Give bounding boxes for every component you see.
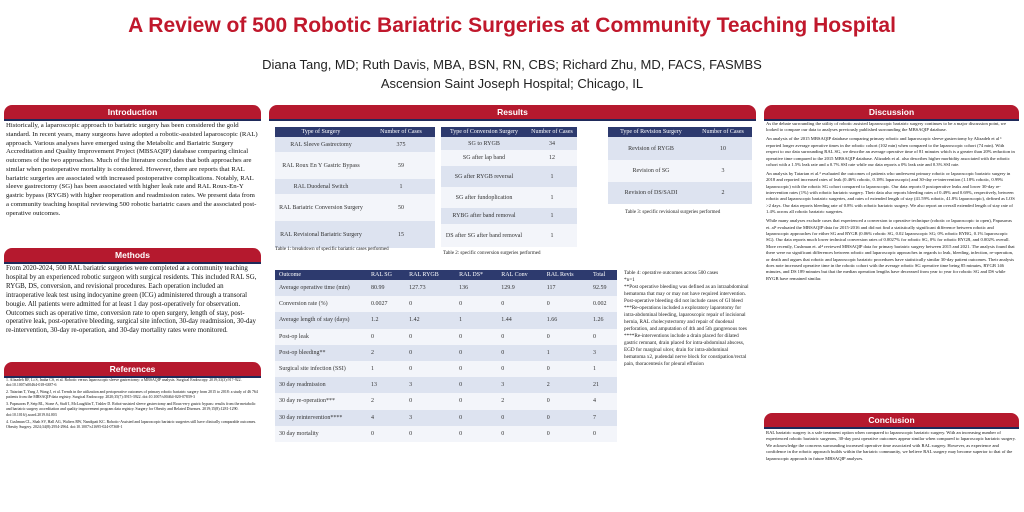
table-cell: 3 bbox=[497, 377, 542, 393]
table-cell: 1.66 bbox=[543, 312, 589, 328]
table-cell: 0 bbox=[497, 410, 542, 426]
table-header-cell: RAL DS* bbox=[455, 270, 497, 280]
table-cell: 0 bbox=[455, 329, 497, 345]
table-row bbox=[275, 345, 617, 361]
table-cell: RAL Duodenal Switch bbox=[275, 179, 367, 194]
table-cell: 0 bbox=[543, 393, 589, 409]
table-cell: 2 bbox=[543, 377, 589, 393]
table-cell: 0 bbox=[589, 329, 617, 345]
table-cell: 1.42 bbox=[405, 312, 455, 328]
table-cell: 30 day mortality bbox=[275, 426, 367, 442]
table-cell: 30 day re-operation*** bbox=[275, 393, 367, 409]
table-cell: 1 bbox=[455, 312, 497, 328]
table-cell: 2 bbox=[367, 393, 405, 409]
table4-notes: Table 4: operative outcomes across 500 cases *n=1 **Post operative bleeding was defined as an intraabdominal hematoma that may or may not have required intervention. Post-operative bleeding did not include cases of GI bleed ***Re-operations included a exploratory laparotomy for intra-abdominal bleeding, laparoscopic repair of incisional hernia, RAL cholecystectomy and repair of duodenal perforation, and amputation of 4th and 5th gangrenous toes ****Re-interventions include a drain placed for dilated gastric remnant, drain placed for intra-abdominal abscess, EGD for marginal ulcer, drain for intra-abdominal hematoma x2, pudendal nerve block for constipation/rectal pain, thoracentesis for pleural effusion bbox=[624, 270, 749, 367]
table-cell: SG after fundoplication bbox=[441, 187, 527, 208]
table-header-cell: RAL Revis bbox=[543, 270, 589, 280]
table-cell: 7 bbox=[589, 410, 617, 426]
table-row bbox=[275, 137, 435, 152]
table-header-cell: Type of Conversion Surgery bbox=[441, 127, 527, 137]
table-cell: Average length of stay (days) bbox=[275, 312, 367, 328]
table3-caption: Table 3: specific revisional surgeries performed bbox=[625, 210, 721, 215]
table-cell: RYBG after band removal bbox=[441, 208, 527, 224]
table-cell: RAL Bariatric Conversion Surgery bbox=[275, 194, 367, 221]
table-cell: 3 bbox=[405, 410, 455, 426]
table-cell: 2 bbox=[497, 393, 542, 409]
reference-item: 4. Cushman CL, Shah SV, Hall AG, Walters RW, Nandipati KC. Robotic-Assisted and laparoscopic bariatric surgeries still have clinically comparable outcomes. Obesity Surgery. 2024;34(8):2954-2964. doi:10.1007/s11695-024-07368-1 bbox=[6, 419, 257, 429]
table-cell: 0 bbox=[497, 329, 542, 345]
table-surgery-types bbox=[275, 127, 435, 248]
table-cell: 0 bbox=[497, 296, 542, 312]
table-header-cell: RAL RYGB bbox=[405, 270, 455, 280]
table-cell: 1 bbox=[589, 361, 617, 377]
table-cell: SG to RYGB bbox=[441, 137, 527, 150]
table-cell: 3 bbox=[405, 377, 455, 393]
table-row bbox=[275, 152, 435, 179]
table-cell: 0 bbox=[497, 361, 542, 377]
table-cell: Post-op leak bbox=[275, 329, 367, 345]
introduction-heading: Introduction bbox=[4, 105, 261, 119]
table-cell: RAL Revisional Bariatric Surgery bbox=[275, 221, 367, 248]
table-row bbox=[275, 377, 617, 393]
table-cell: 0 bbox=[455, 296, 497, 312]
table-cell: 1 bbox=[367, 179, 435, 194]
table-row bbox=[275, 361, 617, 377]
discussion-paragraph: An analysis of the 2015 MBSAQIP database comparing primary robotic and laparoscopic sleeve gastrectomy by Alizadeh et al ¹ reported longer average operative times in the robotic cohort (102 min) when compared to the laparoscopic cohort (74 min). With respect to our data surrounding RAL SG, we describe an average operative time of 81 minutes which is a greater than 20% reduction in operative time compared to the 2015 MBSAQIP database. Alizadeh et al. also describes higher morbidity associated with the robotic cohort with a 1.5% leak rate and a 0.7% SSI rate while our data reports a 0% leak rate and 0.3% SSI rate. bbox=[766, 136, 1015, 167]
table-cell: 0 bbox=[405, 361, 455, 377]
table-cell: 30 day readmission bbox=[275, 377, 367, 393]
reference-item: 3. Papasavas P, Seip RL, Stone A, Staff I, McLaughlin T, Tishler D. Robot-assisted sleeve gastrectomy and Roux-en-y gastric bypass: results from the metabolic and bariatric surgery accreditation and quality improvement program data registry. Surgery for Obesity and Related Diseases. 2019;15(8):1281-1290. doi:10.1016/j.soard.2019.04.003 bbox=[6, 402, 256, 417]
table-cell: 2 bbox=[367, 345, 405, 361]
table-cell: RAL Roux En Y Gastric Bypass bbox=[275, 152, 367, 179]
table-cell: 1 bbox=[543, 345, 589, 361]
table-cell: 1 bbox=[527, 187, 577, 208]
methods-text: From 2020-2024, 500 RAL bariatric surgeries were completed at a community teaching hospital by an experienced robotic surgeon with surgical residents. This included RAL SG, RYGB, DS, conversion, and revisional procedures. Each operation included an intraoperative leak test using indocyanine green (ICG) administered through a transoral bougie. All patients were admitted for at least 1 day post-operatively for observation. Outcomes such as operative time, conversion rate to open surgery, length of stay, post-operative leak, post-operative bleeding, surgical site infection, 30-day readmission, 30-day re-intervention, 30-day re-operation, and 30-day mortality rates were monitored. bbox=[6, 265, 257, 335]
table-row bbox=[608, 182, 752, 204]
table-cell: 0 bbox=[367, 329, 405, 345]
table-cell: 0 bbox=[455, 345, 497, 361]
table-cell: 92.59 bbox=[589, 280, 617, 296]
table-cell: Revision of DS/SADI bbox=[608, 182, 694, 204]
table-cell: 136 bbox=[455, 280, 497, 296]
table-cell: 0 bbox=[405, 393, 455, 409]
table2-caption: Table 2: specific conversion surgeries performed bbox=[443, 251, 541, 256]
table-cell: 0 bbox=[543, 329, 589, 345]
table-cell: 0 bbox=[543, 426, 589, 442]
conclusion-heading: Conclusion bbox=[764, 413, 1019, 427]
table-cell: 13 bbox=[367, 377, 405, 393]
table-header-cell: Number of Cases bbox=[694, 127, 752, 137]
table-cell: Conversion rate (%) bbox=[275, 296, 367, 312]
references-heading: References bbox=[4, 362, 261, 376]
conclusion-text: RAL bariatric surgery is a safe treatment option when compared to laparoscopic bariatric surgery. With an increasing number of experienced robotic bariatric surgeons, 30-day post operative outcomes appear similar when compared to laparoscopic bariatric surgery. We acknowledge the concerns surrounding increased operative time associated with RAL surgery. However, as experience and confidence in the robotic approach builds within the bariatric community, we believe RAL surgery may become superior to that of the laparoscopic approach in future MBSAQIP analyses. bbox=[766, 430, 1016, 461]
table-cell: 12 bbox=[527, 150, 577, 166]
table-row bbox=[275, 410, 617, 426]
table-cell: Revision of SG bbox=[608, 160, 694, 182]
table-row bbox=[608, 137, 752, 160]
table-cell: 0 bbox=[589, 426, 617, 442]
table-row bbox=[275, 426, 617, 442]
reference-item: 1. Alizadeh RF, Li S, Inaba CS, et al. Robotic versus laparoscopic sleeve gastrectomy: a MBSAQIP analysis. Surgical Endoscopy. 2019;33(3):917-922. doi:10.1007/s00464-018-6387-6 bbox=[6, 378, 242, 388]
table-cell: 0 bbox=[455, 410, 497, 426]
table-row bbox=[275, 179, 435, 194]
table-row bbox=[275, 312, 617, 328]
table-cell: 0 bbox=[497, 345, 542, 361]
table-cell: 21 bbox=[589, 377, 617, 393]
discussion-heading: Discussion bbox=[764, 105, 1019, 119]
table-cell: 10 bbox=[694, 137, 752, 160]
table-cell: Surgical site infection (SSI) bbox=[275, 361, 367, 377]
table-cell: 0 bbox=[405, 329, 455, 345]
table-cell: 117 bbox=[543, 280, 589, 296]
table-cell: 4 bbox=[367, 410, 405, 426]
table-cell: 127.73 bbox=[405, 280, 455, 296]
table-cell: 0 bbox=[367, 426, 405, 442]
results-heading: Results bbox=[269, 105, 756, 119]
reference-item: 2. Tatarian T, Yang J, Wang J, et al. Trends in the utilization and perioperative outcomes of primary robotic bariatric surgery from 2015 to 2018: a study of 46 764 patients from the MBSAQIP data registry. Surgical Endoscopy. 2020;35(7):3915-3922. doi:10.1007/s00464-020-07839-3 bbox=[6, 390, 258, 400]
table-cell: 1 bbox=[367, 361, 405, 377]
table-cell: DS after SG after band removal bbox=[441, 224, 527, 247]
table-cell: 0 bbox=[543, 410, 589, 426]
table-cell: 1.44 bbox=[497, 312, 542, 328]
table-row bbox=[275, 280, 617, 296]
table-cell: 59 bbox=[367, 152, 435, 179]
table-header-cell: RAL Conv bbox=[497, 270, 542, 280]
table-cell: 34 bbox=[527, 137, 577, 150]
table-row bbox=[441, 150, 577, 166]
table-cell: 1.2 bbox=[367, 312, 405, 328]
table-cell: 2 bbox=[694, 182, 752, 204]
table-row bbox=[441, 187, 577, 208]
table-cell: Post-op bleeding** bbox=[275, 345, 367, 361]
table-cell: 0 bbox=[455, 393, 497, 409]
table-cell: 1.26 bbox=[589, 312, 617, 328]
table-cell: Revision of RYGB bbox=[608, 137, 694, 160]
discussion-paragraph: An analysis by Tatarian et al.² evaluated the outcomes of patients who underwent primary robotic or laparoscopic bariatric surgery in 2018 and reported increased rates of leak (0.46% robotic, 0.18% laparoscopic) and 30-day re-intervention (1.18% robotic, 0.99% laparoscopic) with the robotic SG cohort compared to laparoscopic. Our data reports 0 postoperative leaks and lower 30-day re-intervention rates (1%) with robotic bariatric surgery. Their data also reports bleeding rates of 0.49% and 0.69%, respectively, between robotic and laparoscopic bariatric surgeries, and rates of extended length of stay (41.59% robotic, 41.8% laparoscopic), defined as LOS >2 days. Our data reports bleeding rate of 0.8% with robotic bariatric surgery. We also report an overall extended length of stay rate of 1.4% across all robotic bariatric surgeries. bbox=[766, 170, 1015, 215]
introduction-text: Historically, a laparoscopic approach to bariatric surgery has been considered the gold standard. In recent years, many surgeons have adopted a robotic-assisted laparoscopic (RAL) approach. Various analyses have emerged using the Metabolic and Bariatric Surgery Accreditation and Quality Improvement Project (MBSAQIP) database comparing clinical outcomes of the two approaches. Much of the literature concludes that both approaches are similar when postoperative mortality is considered. However, there are reports that RAL bariatric surgeries are associated with increased postoperative complications. Notably, RAL sleeve gastrectomy (SG) has been associated with higher leak rate and RAL Roux-En-Y gastric bypass (RYGB) with higher reoperation and readmission rates. We present data from a community teaching hospital reviewing 500 robotic bariatric cases and the associated post-operative outcomes. bbox=[6, 122, 258, 217]
table-revision-surgeries bbox=[608, 127, 752, 204]
table-row bbox=[608, 160, 752, 182]
table-cell: 0 bbox=[455, 377, 497, 393]
table-cell: 1 bbox=[527, 208, 577, 224]
table-row bbox=[275, 221, 435, 248]
table-header-cell: Type of Surgery bbox=[275, 127, 367, 137]
table-header-cell: Number of Cases bbox=[527, 127, 577, 137]
discussion-text bbox=[766, 121, 1017, 285]
references-list bbox=[6, 378, 258, 432]
table-row bbox=[441, 208, 577, 224]
table-row bbox=[441, 224, 577, 247]
table-cell: 0 bbox=[543, 361, 589, 377]
table-row bbox=[441, 166, 577, 187]
discussion-paragraph: As the debate surrounding the utility of robotic assisted laparoscopic bariatric surgery continues to be a major discussion point, we looked to compare our data to analyses previously published surrounding the MBSAQIP database. bbox=[766, 121, 1007, 133]
table-conversion-surgeries bbox=[441, 127, 577, 247]
table-cell: 15 bbox=[367, 221, 435, 248]
table-header-cell: Number of Cases bbox=[367, 127, 435, 137]
table-cell: 129.9 bbox=[497, 280, 542, 296]
table-row bbox=[275, 393, 617, 409]
table-header-cell: Total bbox=[589, 270, 617, 280]
table-cell: 1 bbox=[527, 224, 577, 247]
table-cell: 4 bbox=[589, 393, 617, 409]
table-cell: 0.002 bbox=[589, 296, 617, 312]
table-header-cell: RAL SG bbox=[367, 270, 405, 280]
table-cell: RAL Sleeve Gastrectomy bbox=[275, 137, 367, 152]
table1-caption: Table 1: breakdown of specific bariatric cases performed bbox=[275, 247, 389, 252]
author-list: Diana Tang, MD; Ruth Davis, MBA, BSN, RN, CBS; Richard Zhu, MD, FACS, FASMBS bbox=[262, 57, 762, 72]
table-outcomes bbox=[275, 270, 617, 442]
table-cell: 0 bbox=[455, 426, 497, 442]
table-cell: 0 bbox=[405, 426, 455, 442]
table-cell: 1 bbox=[527, 166, 577, 187]
table-cell: 0 bbox=[455, 361, 497, 377]
table-cell: 0.0027 bbox=[367, 296, 405, 312]
poster-title: A Review of 500 Robotic Bariatric Surgeries at Community Teaching Hospital bbox=[128, 14, 896, 37]
table-row bbox=[275, 329, 617, 345]
table-cell: 0 bbox=[497, 426, 542, 442]
table-cell: 50 bbox=[367, 194, 435, 221]
table-cell: 3 bbox=[589, 345, 617, 361]
affiliation: Ascension Saint Joseph Hospital; Chicago, IL bbox=[380, 76, 644, 91]
table-cell: SG after lap band bbox=[441, 150, 527, 166]
table-cell: 30 day reintervention**** bbox=[275, 410, 367, 426]
table-header-cell: Outcome bbox=[275, 270, 367, 280]
table-row bbox=[275, 296, 617, 312]
discussion-paragraph: While many analyses exclude cases that experienced a conversion to operative technique (robotic or laparoscopic to open), Papasavas et. al³ evaluated the MBSAQIP data for 2015-2016 and did not find a statistically significant difference between robotic and laparoscopic approaches for either SG and RYGB (0.06% robotic SG, 0.02 laparoscopic SG; 0% robotic RYBG, 0.1% laparoscopic SG). Our data reports much lower technical conversion rates of 0.0027% for robotic SG, 0% for robotic RYGB, and 0.002% overall. More recently, Cushman et. al⁴ reviewed MBSAQIP data for primary bariatric surgery between 2015 and 2021. The analysis found that there were no significant differences between robotic and laparoscopic approaches in regards to leak, bleeding, infection, re-operation, or death and argues that robotic and laparoscopic bariatric procedures have statistically similar 30-day patient outcomes. Their analysis does note increased operative time in the robotic cohort with the average robotic SG operative time being 85 minutes, RYGB 146 minutes, and DS 189 minutes but that the median operation lengths have decreased from year to year for robotic SG and DS while RYGB have remained similar. bbox=[766, 218, 1015, 281]
table-cell: 0 bbox=[405, 345, 455, 361]
table-cell: 375 bbox=[367, 137, 435, 152]
table-cell: SG after RYGB reversal bbox=[441, 166, 527, 187]
table-cell: 3 bbox=[694, 160, 752, 182]
table-header-cell: Type of Revision Surgery bbox=[608, 127, 694, 137]
methods-heading: Methods bbox=[4, 248, 261, 262]
table-cell: 0 bbox=[543, 296, 589, 312]
table-row bbox=[275, 194, 435, 221]
table-cell: 0 bbox=[405, 296, 455, 312]
table-cell: Average operative time (min) bbox=[275, 280, 367, 296]
table-row bbox=[441, 137, 577, 150]
table-cell: 80.99 bbox=[367, 280, 405, 296]
